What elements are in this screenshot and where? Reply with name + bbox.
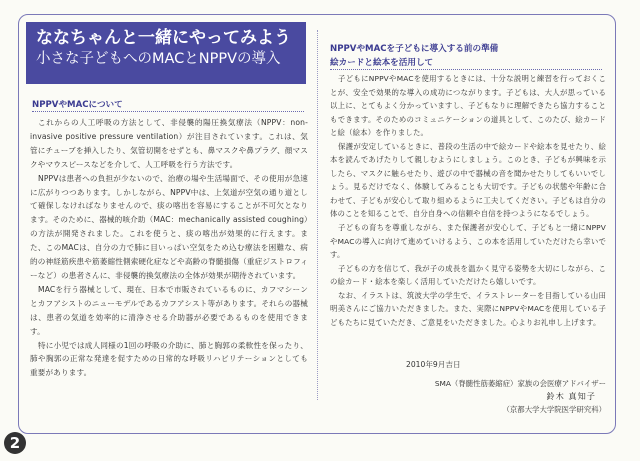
right-body <box>330 72 606 329</box>
right-section-heading-2: 絵カードと絵本を活用して <box>330 58 434 68</box>
left-body <box>30 116 308 380</box>
author-organization: SMA（脊髄性筋萎縮症）家族の会医療アドバイザー <box>434 379 606 388</box>
page-title: ななちゃんと一緒にやってみよう <box>36 28 291 48</box>
title-banner <box>26 22 306 84</box>
right-section-heading-1: NPPVやMACを子どもに導入する前の準備 <box>330 44 499 54</box>
left-paragraph-4: 特に小児では成人同様の1回の呼吸の介助に、肺と胸郭の柔軟性を保ったり、肺や胸郭の正常な発達を促すための日常的な呼吸リハビリテーションとしても重要があります。 <box>30 340 308 378</box>
page-subtitle: 小さな子どもへのMACとNPPVの導入 <box>36 51 281 67</box>
date-line: 2010年9月吉日 <box>406 360 461 369</box>
right-paragraph-3: 子どもの育ちを尊重しながら、また保護者が安心して、子どもと一緒にNPPVやMACの導入に向けて進めていけるよう、この本を活用していただけたら幸いです。 <box>330 223 606 260</box>
right-paragraph-2: 保護が安定しているときに、普段の生活の中で絵カードや絵本を見せたり、絵本を読んであげたりして親しむようにしましょう。このとき、子どもが興味を示したら、マスクに触らせたり、遊びの中で器械の音を聞かせたりしてもいいでしょう。見るだけでなく、体験してみることも大切です。子どもの状態や年齢に合わせて、子どもが安心して取り組めるように工夫してください。子どもは自分の体のことを知ることで、自分自身への信頼や自信を持つようになるでしょう。 <box>330 141 606 219</box>
author-name: 鈴木 真知子 <box>546 391 596 401</box>
right-paragraph-5: なお、イラストは、筑波大学の学生で、イラストレーターを目指している山田明美さんにご協力いただきました。また、実際にNPPVやMACを使用している子どもたちに見ていただき、ご意見をいただきました。心よりお礼申し上げます。 <box>330 290 606 327</box>
left-paragraph-1: これからの人工呼吸の方法として、非侵襲的陽圧換気療法（NPPV：non-invasive positive pressure ventilation）が注目されています。これは、気管にチューブを挿入したり、気管切開をせずとも、鼻マスクや鼻プラグ、顔マスクやマウスピースなどを介して、人工呼吸を行う方法です。 <box>30 118 308 169</box>
left-heading-rule <box>32 111 304 112</box>
right-paragraph-4: 子どもの方を信じて、我が子の成長を温かく見守る姿勢を大切にしながら、この絵カード・絵本を楽しく活用していただけたら嬉しいです。 <box>330 263 606 287</box>
left-paragraph-2: NPPVは患者への負担が少ないので、治療の場や生活場面で、その使用が急速に広がりつつあります。しかしながら、NPPV中は、上気道が空気の通り道として確保しなければなりませんので、痰の喀出を容易にすることが不可欠となります。そのために、器械的咳介助（MAC：mechanically assisted coughing）の方法が開発されました。これを使うと、痰の喀出が効果的に行えます。また、このMACは、自分の力で肺に目いっぱい空気をため込む療法を困難な、病的の神経筋疾患や筋萎縮性側索硬化症などや高齢の脊髄損傷（重症ジストロフィーなど）の患者さんに、非侵襲的換気療法の全体が効果が期待されています。 <box>30 173 308 280</box>
right-paragraph-1: 子どもにNPPVやMACを使用するときには、十分な説明と練習を行っておくことが、安全で効果的な導入の成功につながります。子どもは、大人が思っている以上に、とてもよく分かっていますし、子どもなりに理解できたら協力することもできます。そのためのコミュニケーションの道具として、このたび、絵カードと絵（絵本）を作りました。 <box>330 74 606 138</box>
author-affiliation: （京都大学大学院医学研究科） <box>502 405 606 414</box>
left-paragraph-3: MACを行う器械として、現在、日本で市販されているものに、カフマシーンとカフアシストのニューモデルであるカフアシスト等があります。それらの器械は、患者の気道を効率的に清浄させる介助器が必要であるものを使用できます。 <box>30 284 308 336</box>
left-section-heading: NPPVやMACについて <box>32 100 123 110</box>
right-heading-rule <box>330 69 602 70</box>
column-divider <box>317 30 318 400</box>
page-number: 2 <box>4 432 26 454</box>
